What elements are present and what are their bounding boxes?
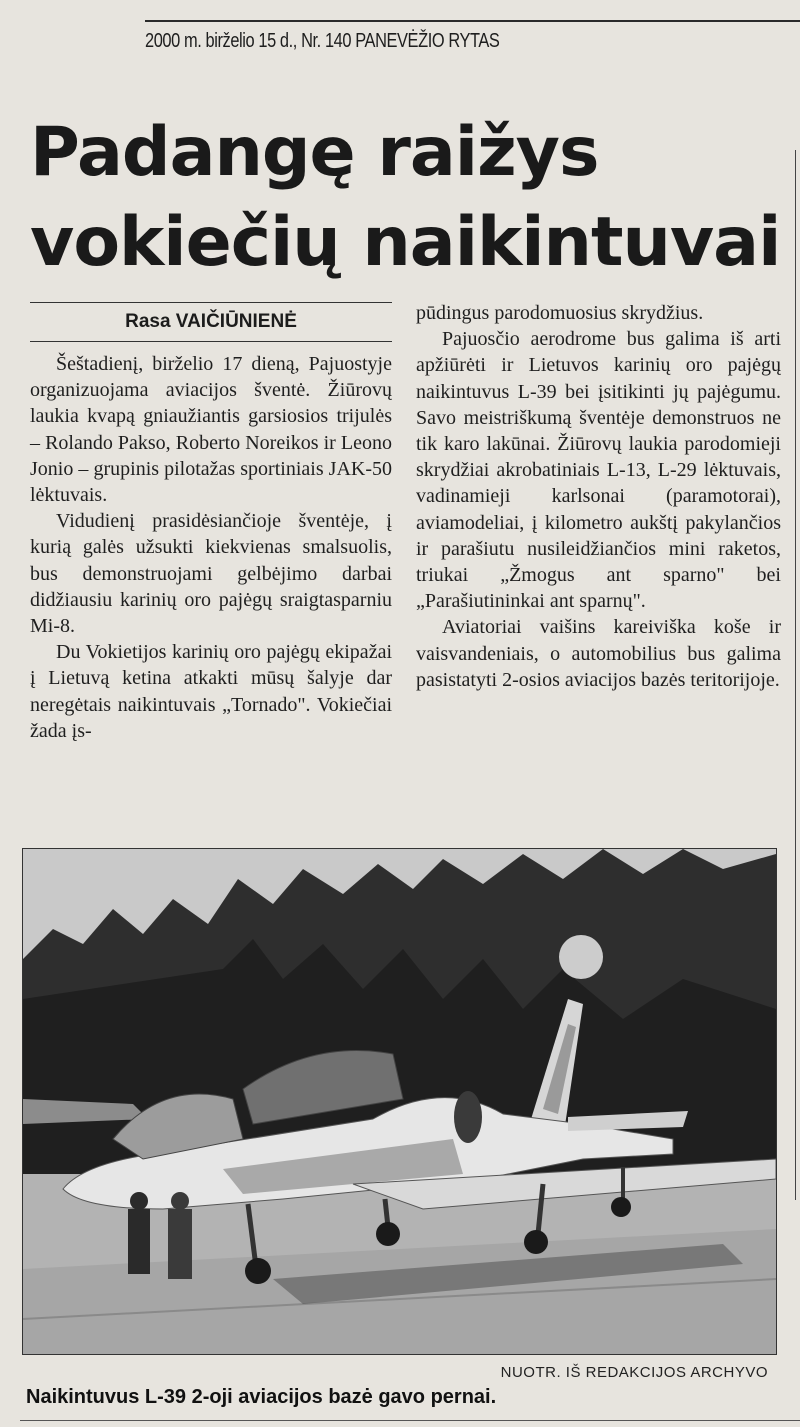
jet-illustration: [23, 849, 776, 1354]
article-column-left: [30, 351, 392, 744]
headline-line-1: Padangę raižys: [30, 113, 599, 192]
paragraph: Du Vokietijos karinių oro pajėgų ekipažai į Lietuvą ketina atkakti mūsų šalyje dar neregėtais naikintuvais „Tornado". Vokiečiai žada įs-: [30, 641, 392, 742]
photo-credit: NUOTR. IŠ REDAKCIJOS ARCHYVO: [500, 1364, 768, 1381]
header-rule: [145, 20, 800, 22]
bottom-rule: [20, 1420, 800, 1421]
headline-line-2: vokiečių naikintuvai: [30, 203, 781, 282]
jet-photo: [22, 848, 777, 1355]
headline: [30, 108, 790, 288]
byline: Rasa VAIČIŪNIENĖ: [30, 302, 392, 342]
column-rule: [795, 150, 796, 1200]
paragraph: Vidudienį prasidėsiančioje šventėje, į kurią galės užsukti kiekvienas smalsuolis, bus demonstruojami gelbėjimo darbai didžiausiu karinių oro pajėgų sraigtasparniu Mi-8.: [30, 510, 392, 638]
photo-caption: Naikintuvus L-39 2-oji aviacijos bazė gavo pernai.: [26, 1386, 497, 1408]
paragraph: Aviatoriai vaišins kareiviška koše ir vaisvandeniais, o automobilius bus galima pasistatyti 2-osios aviacijos bazės teritorijoje.: [416, 616, 781, 691]
article-column-right: [416, 300, 781, 693]
paragraph-continuation: pūdingus parodomuosius skrydžius.: [416, 302, 704, 324]
paragraph: Šeštadienį, birželio 17 dieną, Pajuostyje organizuojama aviacijos šventė. Žiūrovų laukia kvapą gniaužiantis garsiosios trijulės – Rolando Pakso, Roberto Noreikos ir Leono Jonio – grupinis pilotažas sportiniais JAK-50 lėktuvais.: [30, 353, 392, 507]
dateline: 2000 m. birželio 15 d., Nr. 140 PANEVĖŽIO RYTAS: [145, 30, 500, 52]
paragraph: Pajuosčio aerodrome bus galima iš arti apžiūrėti ir Lietuvos karinių oro pajėgų naikintuvus L-39 bei įsitikinti jų pajėgumu. Savo meistriškumą šventėje demonstruos ne tik karo lakūnai. Žiūrovų laukia parodomieji skrydžiai akrobatiniais L-13, L-29 lėktuvais, vadinamieji karlsonai (paramotorai), aviamodeliai, į kilometro aukštį pakylančios ir parašiutu nusileidžiančios mini raketos, triukai „Žmogus ant sparno" bei „Parašiutininkai ant sparnų".: [416, 328, 781, 613]
